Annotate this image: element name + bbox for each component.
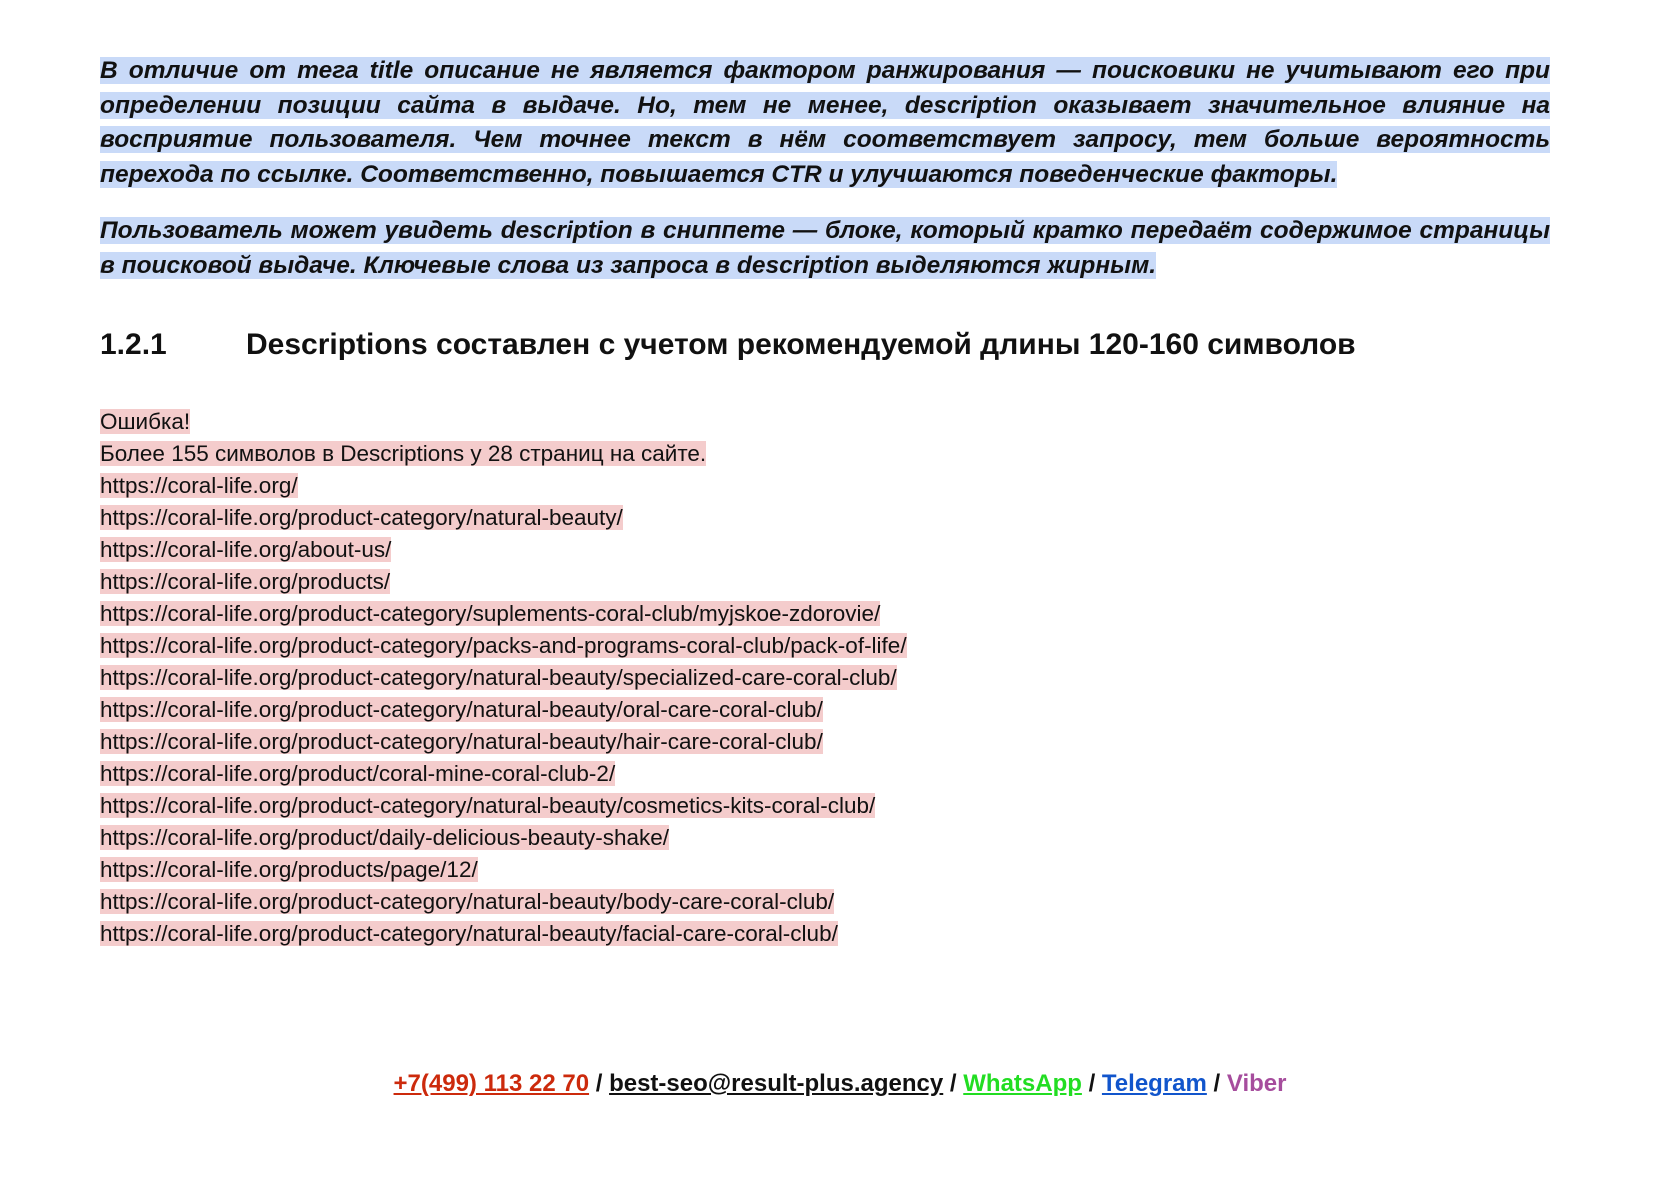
url-list-item [100,662,1550,694]
intro-paragraph-2 [100,214,1550,283]
url-text[interactable]: https://coral-life.org/product-category/suplements-coral-club/myjskoe-zdorovie/ [100,600,881,626]
url-text[interactable]: https://coral-life.org/products/ [100,568,391,594]
url-list-item [100,598,1550,630]
url-text[interactable]: https://coral-life.org/product/daily-delicious-beauty-shake/ [100,824,670,850]
intro-paragraph-2-text: Пользователь может увидеть description в сниппете — блоке, который кратко передаёт содержимое страницы в поисковой выдаче. Ключевые слова из запроса в description выделяются жирным. [100,217,1550,279]
phone-link[interactable]: +7(499) 113 22 70 [393,1070,590,1097]
url-list-item [100,886,1550,918]
whatsapp-link[interactable]: WhatsApp [963,1070,1082,1097]
url-list-item [100,630,1550,662]
error-summary-line [100,438,1550,470]
telegram-link[interactable]: Telegram [1101,1070,1207,1097]
url-list-item [100,918,1550,950]
url-list-item [100,694,1550,726]
url-text[interactable]: https://coral-life.org/ [100,472,298,498]
url-text[interactable]: https://coral-life.org/product-category/natural-beauty/body-care-coral-club/ [100,888,835,914]
url-text[interactable]: https://coral-life.org/product-category/natural-beauty/ [100,504,623,530]
intro-paragraph-1 [100,54,1550,192]
url-list-item [100,726,1550,758]
section-number: 1.2.1 [100,327,167,361]
url-text[interactable]: https://coral-life.org/product/coral-mine-coral-club-2/ [100,760,616,786]
document-page [100,54,1550,950]
section-title: Descriptions составлен с учетом рекомендуемой длины 120-160 символов [246,327,1356,361]
url-text[interactable]: https://coral-life.org/products/page/12/ [100,856,478,882]
url-text[interactable]: https://coral-life.org/product-category/natural-beauty/cosmetics-kits-coral-club/ [100,792,876,818]
url-list-item [100,470,1550,502]
error-block [100,406,1550,950]
error-summary: Более 155 символов в Descriptions у 28 страниц на сайте. [100,440,707,466]
footer-separator: / [943,1070,964,1097]
url-text[interactable]: https://coral-life.org/product-category/natural-beauty/specialized-care-coral-club/ [100,664,897,690]
url-text[interactable]: https://coral-life.org/product-category/natural-beauty/oral-care-coral-club/ [100,696,823,722]
intro-paragraph-1-text: В отличие от тега title описание не является фактором ранжирования — поисковики не учитывают его при определении позиции сайта в выдаче. Но, тем не менее, description оказывает значительное влияние на восприятие пользователя. Чем точнее текст в нём соответствует запросу, тем больше вероятность перехода по ссылке. Соответственно, повышается CTR и улучшаются поведенческие факторы. [100,57,1550,188]
url-text[interactable]: https://coral-life.org/product-category/natural-beauty/facial-care-coral-club/ [100,920,838,946]
url-text[interactable]: https://coral-life.org/product-category/natural-beauty/hair-care-coral-club/ [100,728,823,754]
section-heading [100,325,1550,365]
contact-footer [0,1069,1680,1099]
url-list-item [100,822,1550,854]
footer-separator: / [1081,1070,1102,1097]
footer-separator: / [589,1070,610,1097]
error-label-line [100,406,1550,438]
url-list-item [100,566,1550,598]
email-link[interactable]: best-seo@result-plus.agency [609,1070,944,1097]
url-text[interactable]: https://coral-life.org/about-us/ [100,536,392,562]
url-list-item [100,534,1550,566]
url-list-item [100,854,1550,886]
url-list-item [100,758,1550,790]
url-list-item [100,790,1550,822]
url-text[interactable]: https://coral-life.org/product-category/packs-and-programs-coral-club/pack-of-life/ [100,632,907,658]
url-list [100,470,1550,950]
footer-separator: / [1206,1070,1227,1097]
viber-text: Viber [1226,1070,1287,1097]
error-label: Ошибка! [100,408,191,434]
url-list-item [100,502,1550,534]
